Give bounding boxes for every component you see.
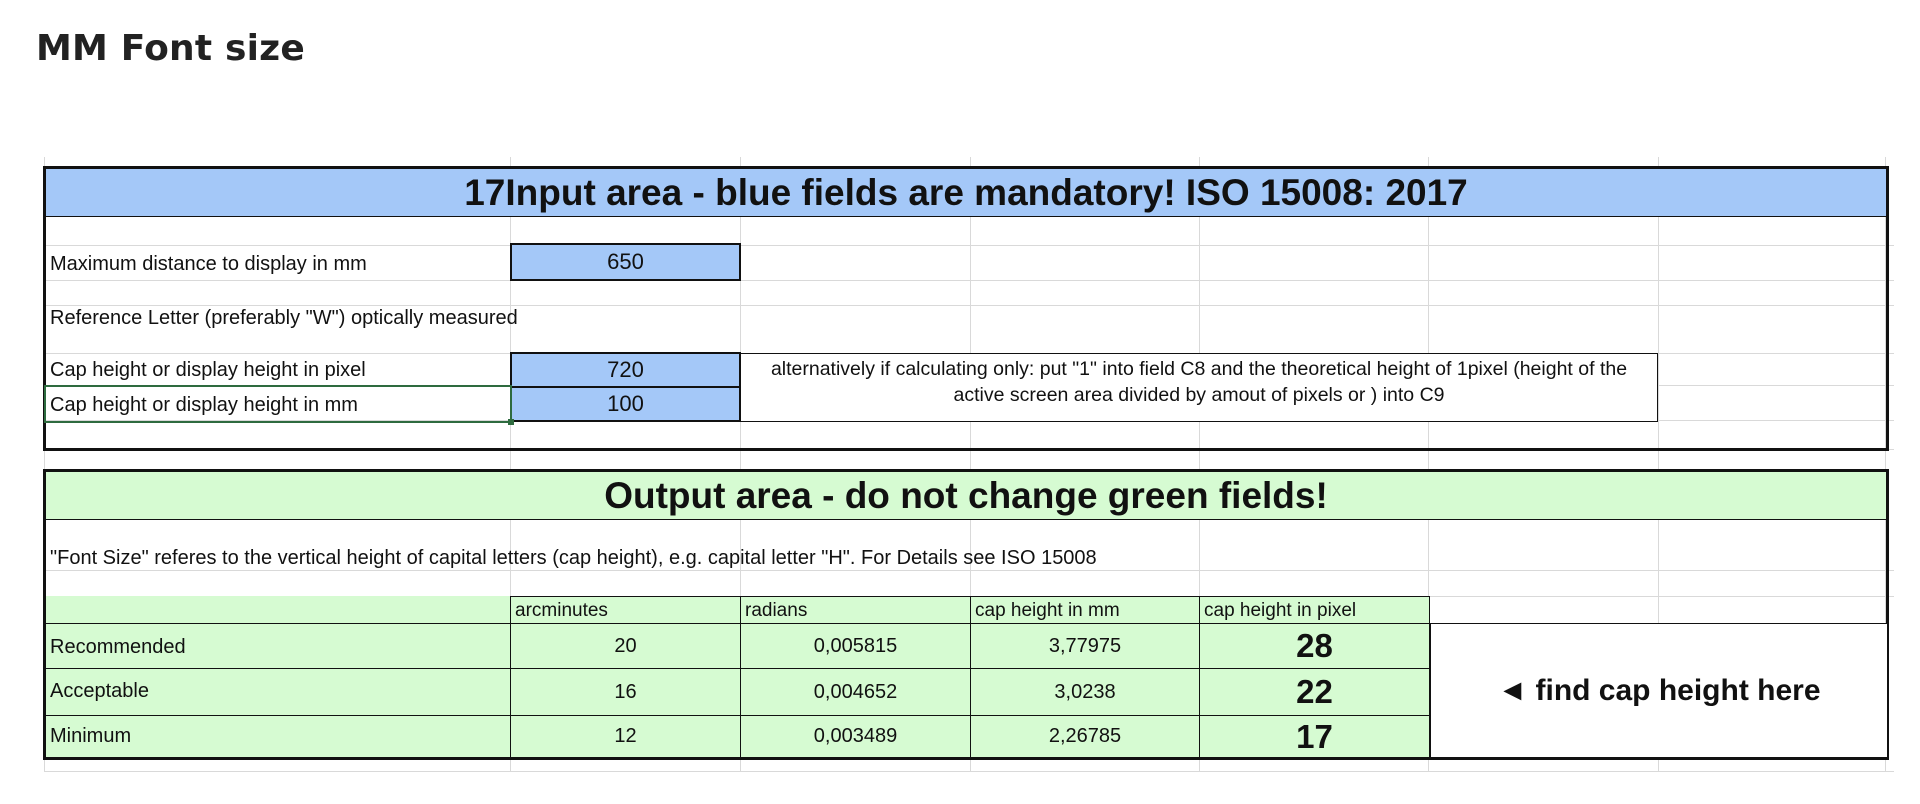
cap-height-mm-input[interactable]: 100 [510,386,741,422]
minimum-arcminutes: 12 [510,715,741,757]
output-area-header: Output area - do not change green fields! [46,472,1886,520]
recommended-radians: 0,005815 [740,623,971,669]
acceptable-radians: 0,004652 [740,668,971,716]
cap-height-px-input[interactable]: 720 [510,352,741,388]
acceptable-arcminutes: 16 [510,668,741,716]
col-header-arcminutes: arcminutes [510,596,741,624]
cap-height-mm-label: Cap height or display height in mm [50,394,358,416]
cap-height-px-label: Cap height or display height in pixel [50,359,366,381]
reference-letter-label: Reference Letter (preferably "W") optically measured [50,307,518,329]
minimum-cap-mm: 2,26785 [970,715,1200,757]
acceptable-cap-mm: 3,0238 [970,668,1200,716]
fill-handle[interactable] [508,419,514,425]
find-cap-height-hint: ◄ find cap height here [1430,624,1887,757]
row-label-acceptable: Acceptable [46,668,511,716]
calculation-note: alternatively if calculating only: put "1" into field C8 and the theoretical height of 1pixel (height of the active screen area divided by amout of pixels or ) into C9 [740,353,1658,422]
max-distance-input[interactable]: 650 [510,243,741,281]
output-description: "Font Size" referes to the vertical height of capital letters (cap height), e.g. capital letter "H". For Details see ISO 15008 [50,547,1097,569]
recommended-arcminutes: 20 [510,623,741,669]
input-area-header: 17Input area - blue fields are mandatory! ISO 15008: 2017 [46,169,1886,217]
row-label-recommended: Recommended [46,623,511,669]
acceptable-cap-px: 22 [1199,668,1430,716]
col-header-radians: radians [740,596,971,624]
minimum-cap-px: 17 [1199,715,1430,757]
page-title: MM Font size [36,28,305,69]
recommended-cap-mm: 3,77975 [970,623,1200,669]
selected-cell[interactable] [44,385,512,423]
col-header-cap-px: cap height in pixel [1199,596,1430,624]
row-label-minimum: Minimum [46,715,511,757]
recommended-cap-px: 28 [1199,623,1430,669]
minimum-radians: 0,003489 [740,715,971,757]
max-distance-label: Maximum distance to display in mm [50,253,367,275]
col-header-cap-mm: cap height in mm [970,596,1200,624]
